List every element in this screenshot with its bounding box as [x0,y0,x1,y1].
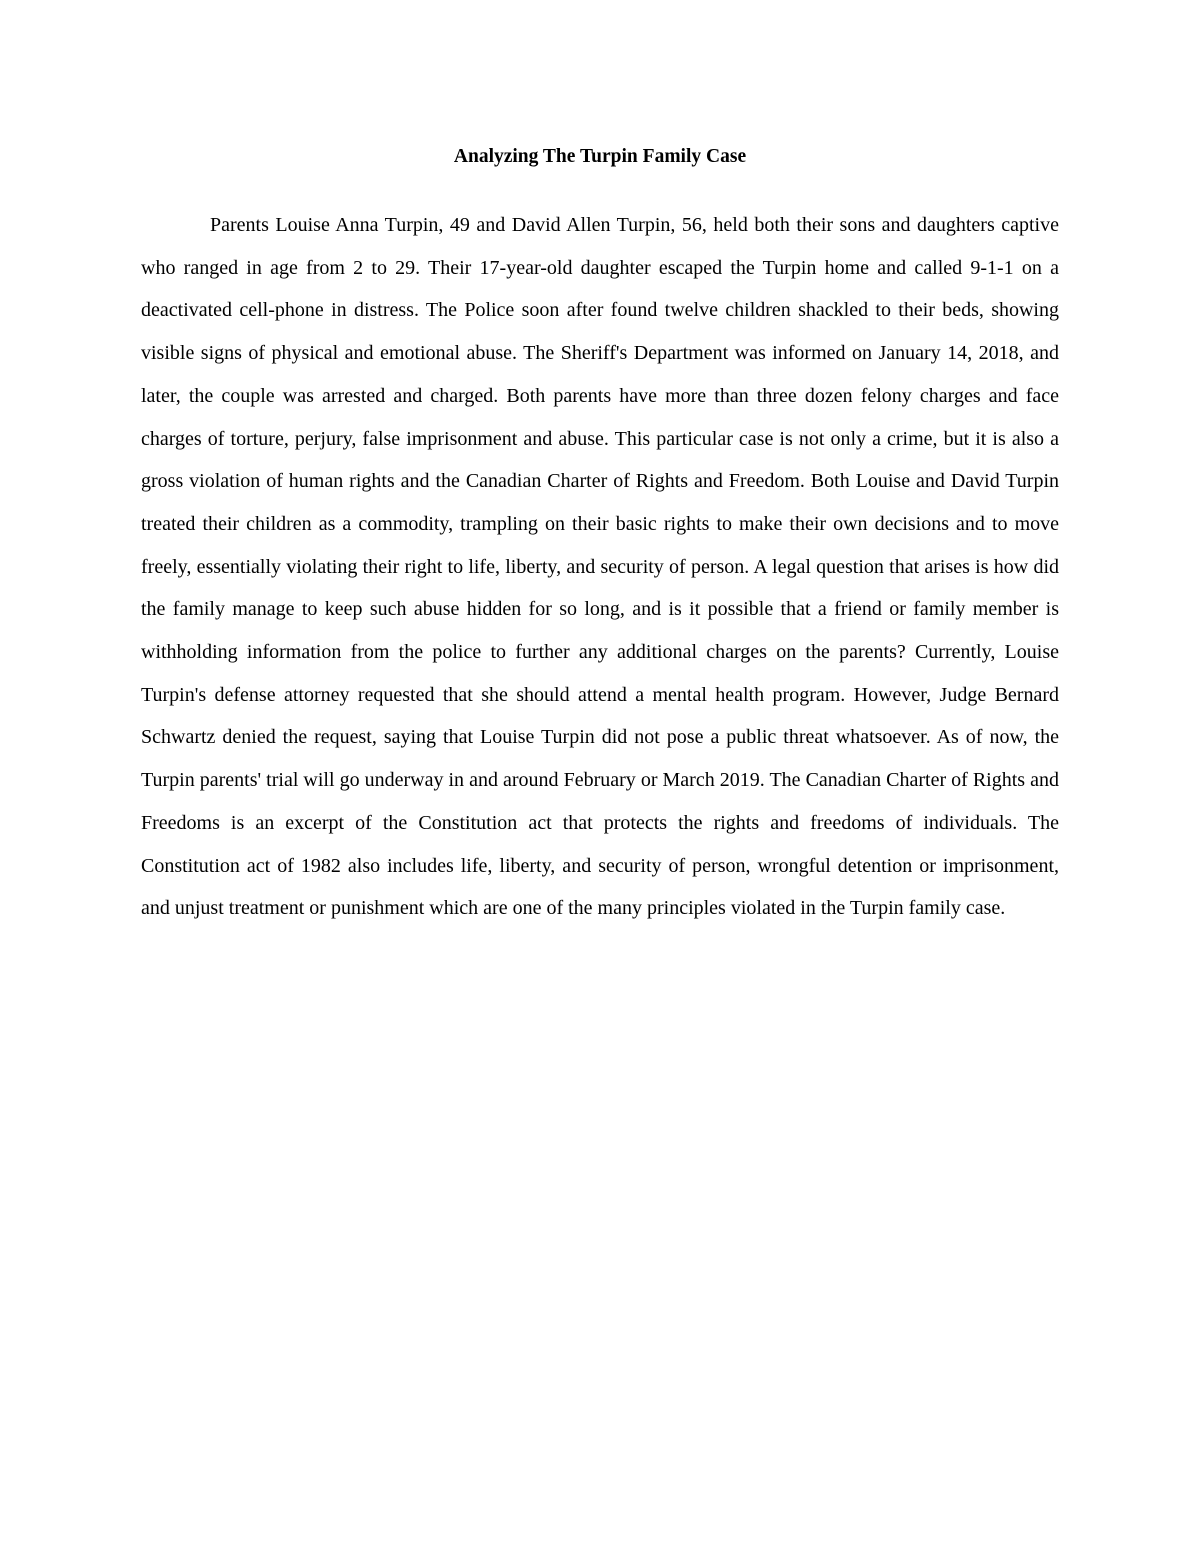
document-title: Analyzing The Turpin Family Case [453,146,747,167]
document-paragraph: Parents Louise Anna Turpin, 49 and David Allen Turpin, 56, held both their sons and daughters captive who ranged in age from 2 to 29. Their 17-year-old daughter escaped the Turpin home and called 9-1-1 on a deactivated cell-phone in distress. The Police soon after found twelve children shackled to their beds, showing visible signs of physical and emotional abuse. The Sheriff's Department was informed on January 14, 2018, and later, the couple was arrested and charged. Both parents have more than three dozen felony charges and face charges of torture, perjury, false imprisonment and abuse. This particular case is not only a crime, but it is also a gross violation of human rights and the Canadian Charter of Rights and Freedom. Both Louise and David Turpin treated their children as a commodity, trampling on their basic rights to make their own decisions and to move freely, essentially violating their right to life, liberty, and security of person. A legal question that arises is how did the family manage to keep such abuse hidden for so long, and is it possible that a friend or family member is withholding information from the police to further any additional charges on the parents? Currently, Louise Turpin's defense attorney requested that she should attend a mental health program. However, Judge Bernard Schwartz denied the request, saying that Louise Turpin did not pose a public threat whatsoever. As of now, the Turpin parents' trial will go underway in and around February or March 2019. The Canadian Charter of Rights and Freedoms is an excerpt of the Constitution act that protects the rights and freedoms of individuals. The Constitution act of 1982 also includes life, liberty, and security of person, wrongful detention or imprisonment, and unjust treatment or punishment which are one of the many principles violated in the Turpin family case. [141,214,1059,920]
